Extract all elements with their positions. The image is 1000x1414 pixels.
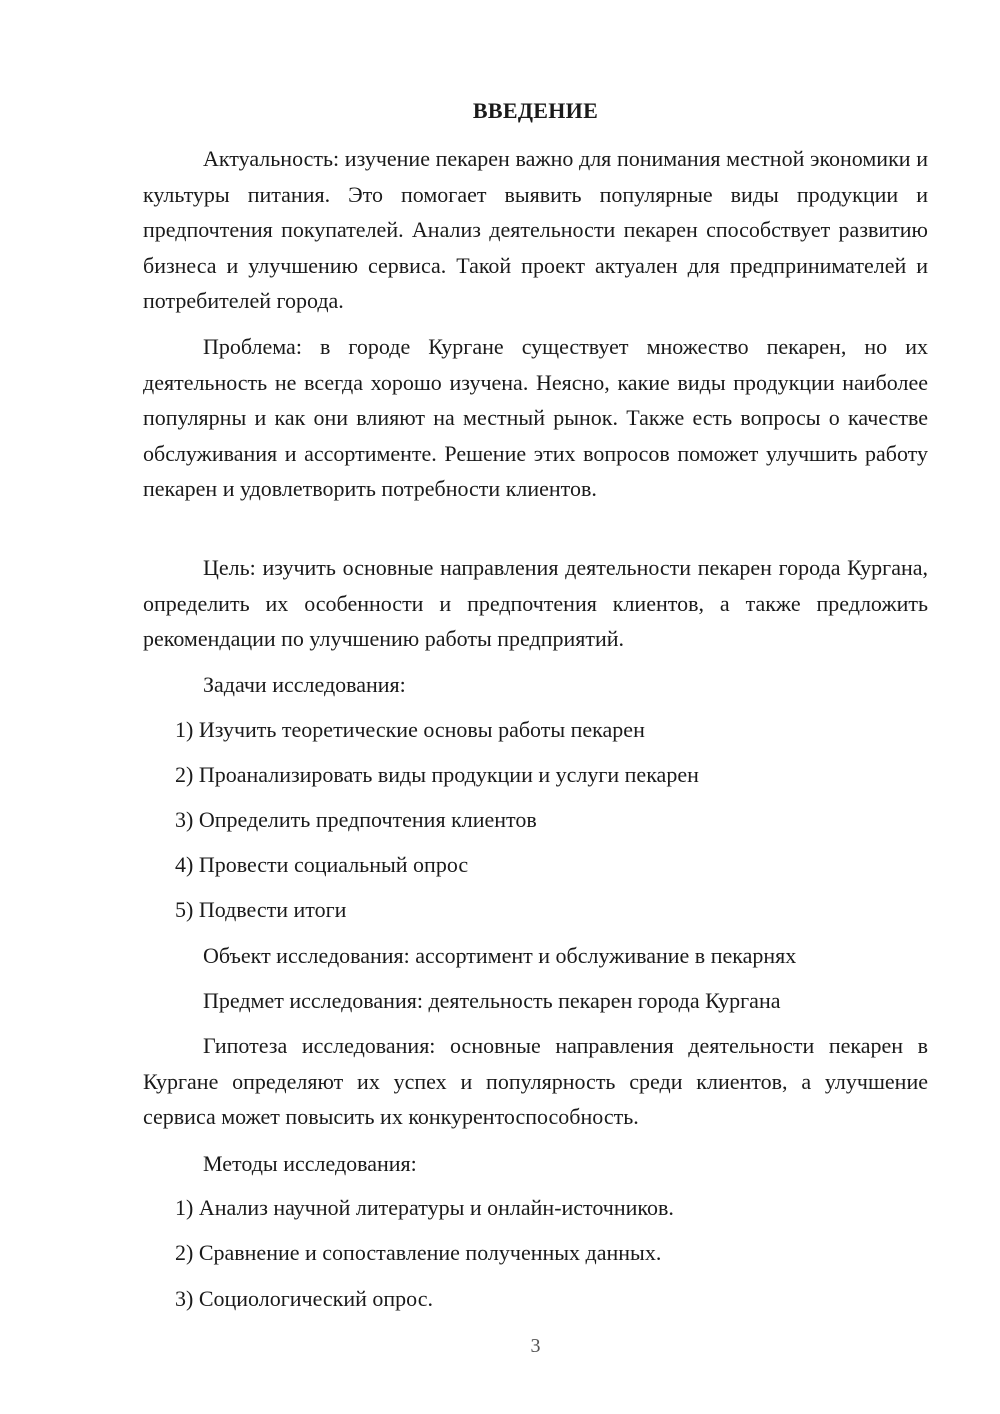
tasks-heading: Задачи исследования: <box>203 672 406 697</box>
methods-heading: Методы исследования: <box>203 1151 417 1176</box>
task-item: 1) Изучить теоретические основы работы пекарен <box>175 717 645 742</box>
relevance-paragraph: Актуальность: изучение пекарен важно для понимания местной экономики и культуры питания. Это помогает выявить популярные виды продукции и предпочтения покупателей. Анализ деятельности пекарен способствует развитию бизнеса и улучшению сервиса. Такой проект актуален для предпринимателей и потребителей города. <box>143 146 928 313</box>
object-line: Объект исследования: ассортимент и обслуживание в пекарнях <box>203 943 797 968</box>
document-page <box>143 0 928 1414</box>
method-item: 1) Анализ научной литературы и онлайн-источников. <box>175 1195 674 1220</box>
goal-paragraph: Цель: изучить основные направления деятельности пекарен города Кургана, определить их особенности и предпочтения клиентов, а также предложить рекомендации по улучшению работы предприятий. <box>143 555 928 651</box>
task-item: 3) Определить предпочтения клиентов <box>175 807 537 832</box>
problem-paragraph: Проблема: в городе Кургане существует множество пекарен, но их деятельность не всегда хорошо изучена. Неясно, какие виды продукции наиболее популярны и как они влияют на местный рынок. Также есть вопросы о качестве обслуживания и ассортименте. Решение этих вопросов поможет улучшить работу пекарен и удовлетворить потребности клиентов. <box>143 334 928 501</box>
method-item: 3) Социологический опрос. <box>175 1286 433 1311</box>
hypothesis-paragraph: Гипотеза исследования: основные направления деятельности пекарен в Кургане определяют их успех и популярность среди клиентов, а улучшение сервиса может повысить их конкурентоспособность. <box>143 1033 928 1129</box>
task-item: 5) Подвести итоги <box>175 897 347 922</box>
method-item: 2) Сравнение и сопоставление полученных данных. <box>175 1240 662 1265</box>
section-heading: ВВЕДЕНИЕ <box>472 98 599 123</box>
task-item: 2) Проанализировать виды продукции и услуги пекарен <box>175 762 699 787</box>
task-item: 4) Провести социальный опрос <box>175 852 469 877</box>
subject-line: Предмет исследования: деятельность пекарен города Кургана <box>203 988 781 1013</box>
page-number: 3 <box>530 1335 541 1357</box>
